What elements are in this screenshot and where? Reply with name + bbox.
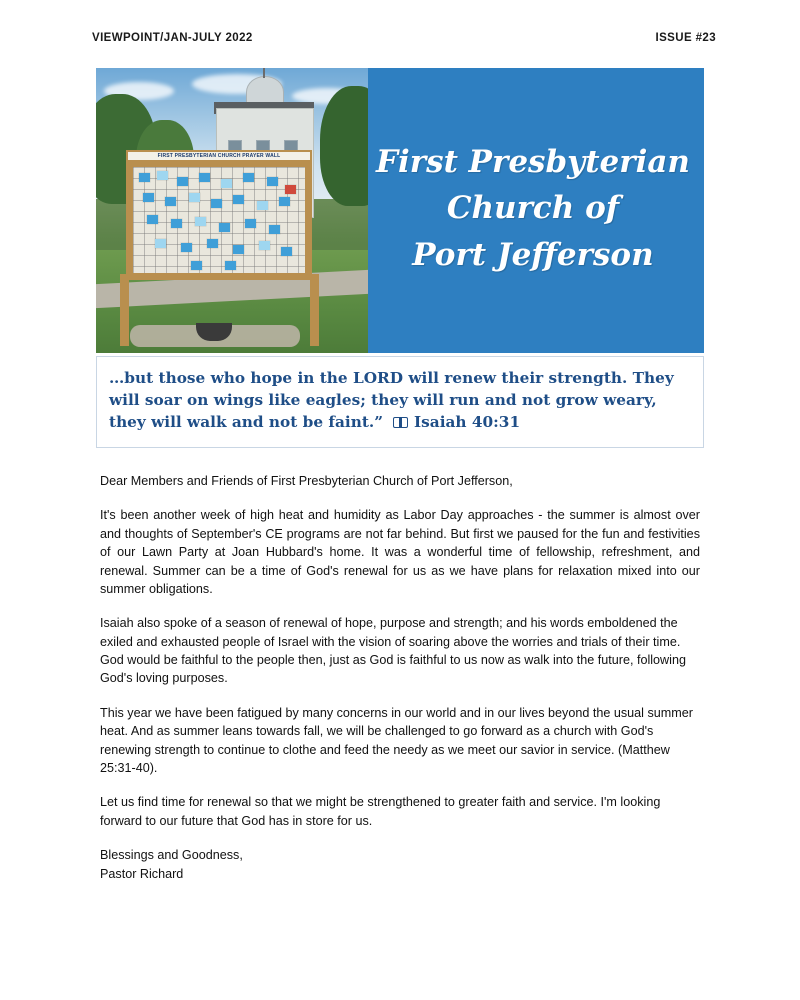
prayer-note	[233, 245, 244, 254]
prayer-note	[155, 239, 166, 248]
photo-frame-leg	[310, 274, 319, 346]
prayer-note	[157, 171, 168, 180]
prayer-note	[219, 223, 230, 232]
letter-closing: Blessings and Goodness,	[100, 848, 243, 862]
letter-paragraph-1: It's been another week of high heat and humidity as Labor Day approaches - the summer is almost over and thoughts of September's CE programs are not far behind. But first we paused for the fun and festivities of our Lawn Party at Joan Hubbard's home. It was a wonderful time of fellowship, refreshment, and renewal. Summer can be a time of God's renewal for us as we have plans for relaxation mixed into our summer obligations.	[100, 508, 700, 596]
prayer-note	[139, 173, 150, 182]
letter-paragraph-2: Isaiah also spoke of a season of renewal of hope, purpose and strength; and his words emboldened the exiled and exhausted people of Israel with the vision of soaring above the worries and trials of their time. God would be faithful to the people then, just as God is faithful to us now as walk into the future, following God's loving purposes.	[100, 616, 686, 686]
prayer-note	[147, 215, 158, 224]
letter-signer: Pastor Richard	[100, 866, 184, 881]
prayer-note	[225, 261, 236, 270]
letter-signature-block	[100, 846, 700, 884]
prayer-note	[195, 217, 206, 226]
prayer-note	[285, 185, 296, 194]
masthead-title-line-3: Port Jefferson	[412, 236, 654, 273]
prayer-note	[207, 239, 218, 248]
prayer-note	[257, 201, 268, 210]
verse-reference: Isaiah 40:31	[414, 413, 521, 432]
prayer-note	[279, 197, 290, 206]
prayer-note	[267, 177, 278, 186]
prayer-note	[199, 173, 210, 182]
masthead-title	[368, 68, 704, 353]
prayer-wall-frame	[126, 160, 312, 280]
prayer-note	[211, 199, 222, 208]
header-issue-label: ISSUE #23	[655, 32, 716, 44]
prayer-note	[177, 177, 188, 186]
prayer-wall-photo	[96, 68, 368, 353]
letter-salutation: Dear Members and Friends of First Presbyterian Church of Port Jefferson,	[100, 474, 513, 488]
prayer-note	[281, 247, 292, 256]
photo-frame-leg	[120, 274, 129, 346]
prayer-wall-mesh	[133, 167, 305, 273]
scripture-verse-box	[96, 356, 704, 448]
header-publication-label: VIEWPOINT/JAN-JULY 2022	[92, 32, 253, 44]
prayer-note	[171, 219, 182, 228]
prayer-note	[143, 193, 154, 202]
prayer-note	[189, 193, 200, 202]
prayer-note	[245, 219, 256, 228]
page-header	[92, 32, 716, 44]
letter-paragraph-4: Let us find time for renewal so that we might be strengthened to greater faith and service. I'm looking forward to our future that God has in store for us.	[100, 795, 661, 828]
masthead-banner	[96, 68, 704, 353]
photo-tree	[320, 86, 368, 206]
prayer-note	[191, 261, 202, 270]
prayer-wall-sign-text: FIRST PRESBYTERIAN CHURCH PRAYER WALL	[126, 150, 312, 163]
prayer-note	[269, 225, 280, 234]
pastor-letter	[100, 472, 700, 884]
prayer-note	[243, 173, 254, 182]
photo-church-spire	[263, 68, 265, 78]
verse-text: …but those who hope in the LORD will renew their strength. They will soar on wings like eagles; they will run and not grow weary, they will walk and not be faint.”	[109, 369, 674, 432]
prayer-note	[259, 241, 270, 250]
prayer-note	[233, 195, 244, 204]
masthead-title-line-1: First Presbyterian	[376, 143, 690, 180]
prayer-note	[181, 243, 192, 252]
prayer-note	[165, 197, 176, 206]
masthead-title-line-2: Church of	[446, 190, 620, 227]
open-book-icon	[393, 417, 408, 428]
prayer-note	[221, 179, 232, 188]
letter-paragraph-3: This year we have been fatigued by many concerns in our world and in our lives beyond the usual summer heat. And as summer leans towards fall, we will be challenged to go forward as a church with God's renewing strength to continue to clothe and feed the needy as we meet our savior in service. (Matthew 25:31-40).	[100, 705, 693, 775]
